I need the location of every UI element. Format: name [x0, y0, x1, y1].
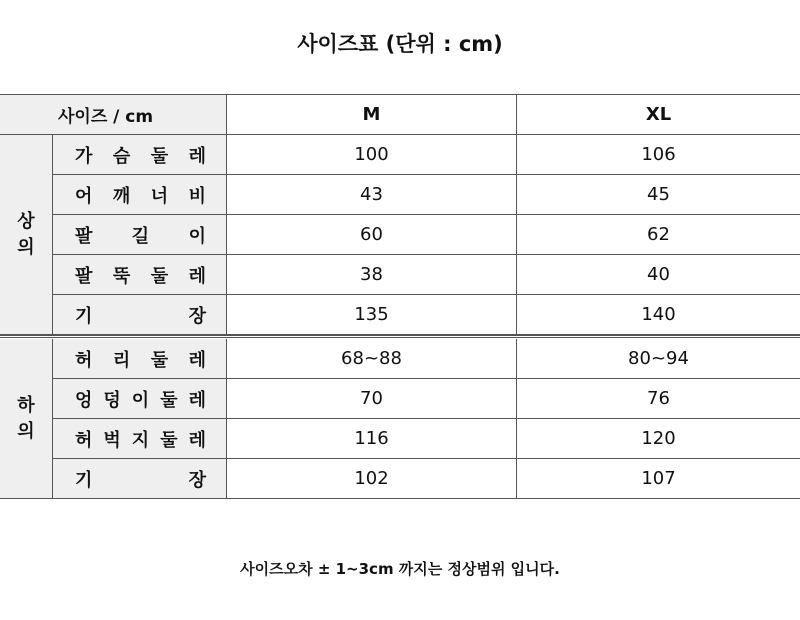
measure-label — [53, 175, 227, 215]
measure-label-char: 너 — [150, 185, 169, 207]
measure-label — [53, 459, 227, 499]
header-xl: XL — [517, 95, 800, 135]
table-row — [0, 379, 800, 419]
measure-label-char: 둘 — [150, 349, 169, 371]
table-row — [0, 295, 800, 335]
measure-label — [53, 215, 227, 255]
measure-label-char: 장 — [188, 469, 206, 491]
measure-label — [53, 339, 227, 379]
measure-label-char: 이 — [131, 389, 150, 411]
measure-label-char: 레 — [188, 429, 206, 451]
measure-label-char: 둘 — [150, 145, 169, 167]
measure-label-char: 가 — [75, 145, 93, 167]
value-m: 60 — [227, 215, 517, 255]
measure-label-char: 기 — [75, 305, 93, 327]
value-xl: 106 — [517, 135, 800, 175]
measure-label-char: 깨 — [112, 185, 131, 207]
group-name: 하의 — [17, 394, 35, 442]
table-row — [0, 255, 800, 295]
value-xl: 140 — [517, 295, 800, 335]
measure-label-char: 둘 — [160, 429, 178, 451]
value-m: 100 — [227, 135, 517, 175]
measure-label-char: 팔 — [75, 225, 93, 247]
header-m: M — [227, 95, 517, 135]
measure-label-char: 허 — [75, 349, 93, 371]
page-title: 사이즈표 (단위 : cm) — [297, 32, 503, 56]
measure-label-char: 장 — [188, 305, 206, 327]
measure-label-char: 이 — [188, 225, 206, 247]
table-row — [0, 339, 800, 379]
measure-label-char: 레 — [188, 389, 206, 411]
measure-label — [53, 295, 227, 335]
header-size-label: 사이즈 / cm — [0, 95, 227, 135]
value-xl: 45 — [517, 175, 800, 215]
measure-label-char: 길 — [131, 225, 150, 247]
measure-label-char: 레 — [188, 145, 206, 167]
measure-label-char: 덩 — [103, 389, 121, 411]
value-xl: 107 — [517, 459, 800, 499]
measure-label-char: 둘 — [160, 389, 178, 411]
measure-label-char: 비 — [188, 185, 206, 207]
value-m: 116 — [227, 419, 517, 459]
measure-label-char: 팔 — [75, 265, 93, 287]
measure-label — [53, 255, 227, 295]
measure-label-char: 레 — [188, 265, 206, 287]
value-m: 43 — [227, 175, 517, 215]
table-row — [0, 215, 800, 255]
measure-label-char: 뚝 — [112, 265, 131, 287]
value-m: 135 — [227, 295, 517, 335]
value-xl: 76 — [517, 379, 800, 419]
measure-label-char: 벅 — [103, 429, 121, 451]
table-row — [0, 175, 800, 215]
value-xl: 40 — [517, 255, 800, 295]
measure-label-char: 어 — [75, 185, 93, 207]
table-row — [0, 459, 800, 499]
value-xl: 62 — [517, 215, 800, 255]
measure-label — [53, 379, 227, 419]
value-m: 70 — [227, 379, 517, 419]
measure-label-char: 엉 — [75, 389, 93, 411]
table-row — [0, 135, 800, 175]
measure-label-char: 허 — [75, 429, 93, 451]
value-m: 68~88 — [227, 339, 517, 379]
value-xl: 80~94 — [517, 339, 800, 379]
value-xl: 120 — [517, 419, 800, 459]
measure-label-char: 슴 — [112, 145, 131, 167]
group-separator — [0, 335, 800, 338]
value-m: 38 — [227, 255, 517, 295]
measure-label-char: 지 — [131, 429, 150, 451]
measure-label-char: 레 — [188, 349, 206, 371]
header-row — [0, 95, 800, 135]
group-name: 상의 — [17, 210, 35, 258]
measure-label — [53, 419, 227, 459]
footer-note: 사이즈오차 ± 1~3cm 까지는 정상범위 입니다. — [240, 560, 560, 578]
measure-label-char: 기 — [75, 469, 93, 491]
measure-label-char: 리 — [112, 349, 131, 371]
measure-label — [53, 135, 227, 175]
value-m: 102 — [227, 459, 517, 499]
measure-label-char: 둘 — [150, 265, 169, 287]
table-row — [0, 419, 800, 459]
